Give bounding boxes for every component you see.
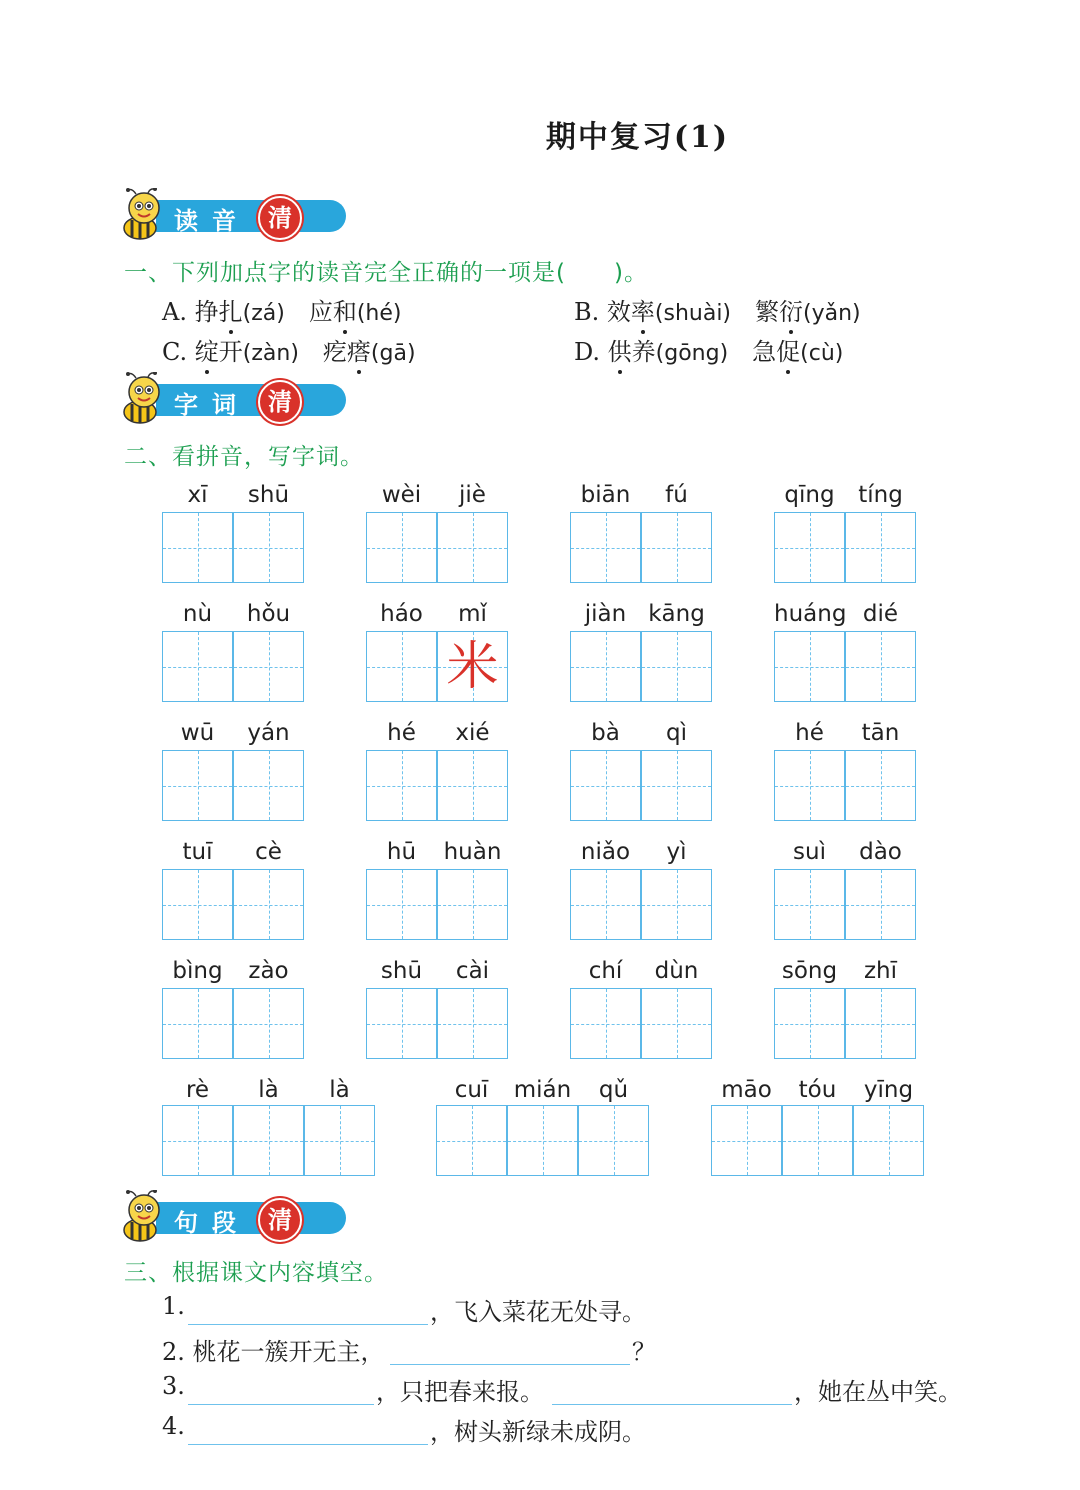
answer-blank-1[interactable] bbox=[188, 1294, 428, 1325]
writing-cell[interactable] bbox=[711, 1105, 782, 1176]
pinyin-label: dùn bbox=[654, 958, 699, 984]
pinyin-label: shū bbox=[380, 958, 423, 984]
writing-cell[interactable] bbox=[845, 631, 916, 702]
bee-icon bbox=[118, 372, 174, 428]
fill-item-3: 3. bbox=[162, 1372, 185, 1400]
writing-cell[interactable] bbox=[304, 1105, 375, 1176]
fill-item-2: 2. 桃花一簇开无主， bbox=[162, 1338, 385, 1366]
option-a: A. 挣扎(zá) 应和(hé) bbox=[162, 298, 402, 326]
writing-cell[interactable] bbox=[774, 750, 845, 821]
writing-cell[interactable] bbox=[366, 631, 437, 702]
fill-item-4: 4. bbox=[162, 1412, 185, 1440]
answer-blank-2[interactable] bbox=[390, 1334, 630, 1365]
pinyin-label: là bbox=[329, 1077, 350, 1103]
pinyin-label: háo bbox=[380, 601, 423, 627]
section-banner-words bbox=[118, 370, 308, 430]
pinyin-label: hé bbox=[387, 720, 416, 746]
writing-cell[interactable] bbox=[437, 631, 508, 702]
pinyin-label: wū bbox=[180, 720, 215, 746]
section-banner-reading bbox=[118, 186, 308, 246]
writing-cell[interactable] bbox=[437, 988, 508, 1059]
section-label: 读音 bbox=[174, 207, 250, 235]
pinyin-label: xié bbox=[455, 720, 490, 746]
writing-cell[interactable] bbox=[641, 512, 712, 583]
pinyin-label: hū bbox=[386, 839, 417, 865]
writing-cell[interactable] bbox=[162, 988, 233, 1059]
writing-cell[interactable] bbox=[507, 1105, 578, 1176]
writing-cell[interactable] bbox=[570, 750, 641, 821]
question-2-title: 二、看拼音，写字词。 bbox=[124, 444, 364, 470]
qing-badge: 清 bbox=[258, 196, 302, 240]
section-label: 字词 bbox=[174, 391, 250, 419]
pinyin-label: huàn bbox=[443, 839, 502, 865]
writing-cell[interactable] bbox=[641, 631, 712, 702]
bee-icon bbox=[118, 188, 174, 244]
writing-cell[interactable] bbox=[845, 750, 916, 821]
pinyin-label: dié bbox=[862, 601, 899, 627]
writing-cell[interactable] bbox=[436, 1105, 507, 1176]
pinyin-label: tíng bbox=[858, 482, 903, 508]
writing-cell[interactable] bbox=[774, 512, 845, 583]
writing-cell[interactable] bbox=[845, 512, 916, 583]
option-b: B. 效率(shuài) 繁衍(yǎn) bbox=[574, 298, 861, 326]
fill-item-1-text: ，飞入菜花无处寻。 bbox=[430, 1298, 646, 1326]
pinyin-label: zào bbox=[248, 958, 289, 984]
writing-cell[interactable] bbox=[162, 631, 233, 702]
pinyin-label: zhī bbox=[863, 958, 898, 984]
pinyin-label: yì bbox=[666, 839, 687, 865]
pinyin-label: huáng bbox=[774, 601, 847, 627]
writing-cell[interactable] bbox=[162, 512, 233, 583]
pinyin-label: wèi bbox=[381, 482, 422, 508]
option-d: D. 供养(gōng) 急促(cù) bbox=[574, 338, 844, 366]
pinyin-label: là bbox=[258, 1077, 279, 1103]
writing-cell[interactable] bbox=[853, 1105, 924, 1176]
writing-cell[interactable] bbox=[641, 869, 712, 940]
fill-item-3-text: ，她在丛中笑。 bbox=[794, 1378, 962, 1406]
writing-cell[interactable] bbox=[437, 512, 508, 583]
pinyin-label: jiàn bbox=[584, 601, 627, 627]
writing-cell[interactable] bbox=[233, 631, 304, 702]
writing-cell[interactable] bbox=[437, 869, 508, 940]
pinyin-label: bìng bbox=[172, 958, 223, 984]
pinyin-label: xī bbox=[187, 482, 208, 508]
pinyin-label: biān bbox=[580, 482, 631, 508]
pinyin-label: tóu bbox=[798, 1077, 837, 1103]
writing-cell[interactable] bbox=[366, 512, 437, 583]
pinyin-label: mián bbox=[513, 1077, 572, 1103]
writing-cell[interactable] bbox=[233, 1105, 304, 1176]
pinyin-label: bà bbox=[591, 720, 620, 746]
pinyin-label: mǐ bbox=[458, 601, 487, 627]
pinyin-label: qì bbox=[666, 720, 687, 746]
pinyin-label: rè bbox=[185, 1077, 210, 1103]
pinyin-label: tān bbox=[861, 720, 900, 746]
pinyin-label: fú bbox=[665, 482, 688, 508]
pinyin-label: cè bbox=[255, 839, 282, 865]
writing-cell[interactable] bbox=[845, 869, 916, 940]
writing-cell[interactable] bbox=[774, 631, 845, 702]
bee-icon bbox=[118, 1190, 174, 1246]
pinyin-label: niǎo bbox=[580, 839, 631, 865]
writing-cell[interactable] bbox=[578, 1105, 649, 1176]
writing-cell[interactable] bbox=[774, 988, 845, 1059]
writing-cell[interactable] bbox=[233, 750, 304, 821]
writing-cell[interactable] bbox=[570, 631, 641, 702]
option-c: C. 绽开(zàn) 疙瘩(gā) bbox=[162, 338, 416, 366]
writing-cell[interactable] bbox=[437, 750, 508, 821]
qing-badge: 清 bbox=[258, 1198, 302, 1242]
writing-cell[interactable] bbox=[782, 1105, 853, 1176]
answer-blank-3a[interactable] bbox=[188, 1374, 374, 1405]
writing-cell[interactable] bbox=[366, 869, 437, 940]
writing-cell[interactable] bbox=[162, 750, 233, 821]
writing-cell[interactable] bbox=[233, 869, 304, 940]
writing-cell[interactable] bbox=[162, 1105, 233, 1176]
answer-blank-4[interactable] bbox=[188, 1414, 428, 1445]
pinyin-label: dào bbox=[859, 839, 902, 865]
writing-cell[interactable] bbox=[233, 988, 304, 1059]
writing-cell[interactable] bbox=[845, 988, 916, 1059]
writing-cell[interactable] bbox=[570, 512, 641, 583]
pinyin-label: hǒu bbox=[246, 601, 291, 627]
section-label: 句段 bbox=[174, 1209, 250, 1237]
pinyin-label: yán bbox=[247, 720, 290, 746]
question-1-title: 一、下列加点字的读音完全正确的一项是( )。 bbox=[124, 260, 648, 286]
pinyin-label: nù bbox=[182, 601, 213, 627]
pinyin-label: sōng bbox=[781, 958, 838, 984]
pinyin-label: qīng bbox=[784, 482, 835, 508]
pinyin-label: suì bbox=[793, 839, 826, 865]
fill-item-4-text: ，树头新绿未成阴。 bbox=[430, 1418, 646, 1446]
writing-cell[interactable] bbox=[366, 750, 437, 821]
section-banner-sentences bbox=[118, 1188, 308, 1248]
question-3-title: 三、根据课文内容填空。 bbox=[124, 1260, 388, 1286]
pinyin-label: cuī bbox=[454, 1077, 489, 1103]
answer-blank-3b[interactable] bbox=[552, 1374, 792, 1405]
pinyin-label: kāng bbox=[648, 601, 705, 627]
pinyin-label: shū bbox=[247, 482, 290, 508]
writing-cell[interactable] bbox=[570, 869, 641, 940]
writing-cell[interactable] bbox=[774, 869, 845, 940]
pinyin-label: tuī bbox=[182, 839, 213, 865]
pinyin-label: qǔ bbox=[598, 1077, 629, 1103]
fill-item-3-mid: ，只把春来报。 bbox=[376, 1378, 544, 1406]
pinyin-label: hé bbox=[795, 720, 824, 746]
pinyin-label: chí bbox=[588, 958, 623, 984]
fill-item-1: 1. bbox=[162, 1292, 185, 1320]
pinyin-label: māo bbox=[721, 1077, 772, 1103]
qing-badge: 清 bbox=[258, 380, 302, 424]
pinyin-label: yīng bbox=[863, 1077, 914, 1103]
writing-cell[interactable] bbox=[162, 869, 233, 940]
writing-cell[interactable] bbox=[570, 988, 641, 1059]
page-title: 期中复习(1) bbox=[545, 120, 730, 155]
writing-cell[interactable] bbox=[641, 988, 712, 1059]
pinyin-label: jiè bbox=[459, 482, 486, 508]
writing-cell[interactable] bbox=[366, 988, 437, 1059]
writing-cell[interactable] bbox=[641, 750, 712, 821]
fill-item-2-text: ？ bbox=[632, 1338, 656, 1366]
pinyin-label: cài bbox=[455, 958, 490, 984]
writing-cell[interactable] bbox=[233, 512, 304, 583]
sample-character: 米 bbox=[446, 637, 499, 697]
